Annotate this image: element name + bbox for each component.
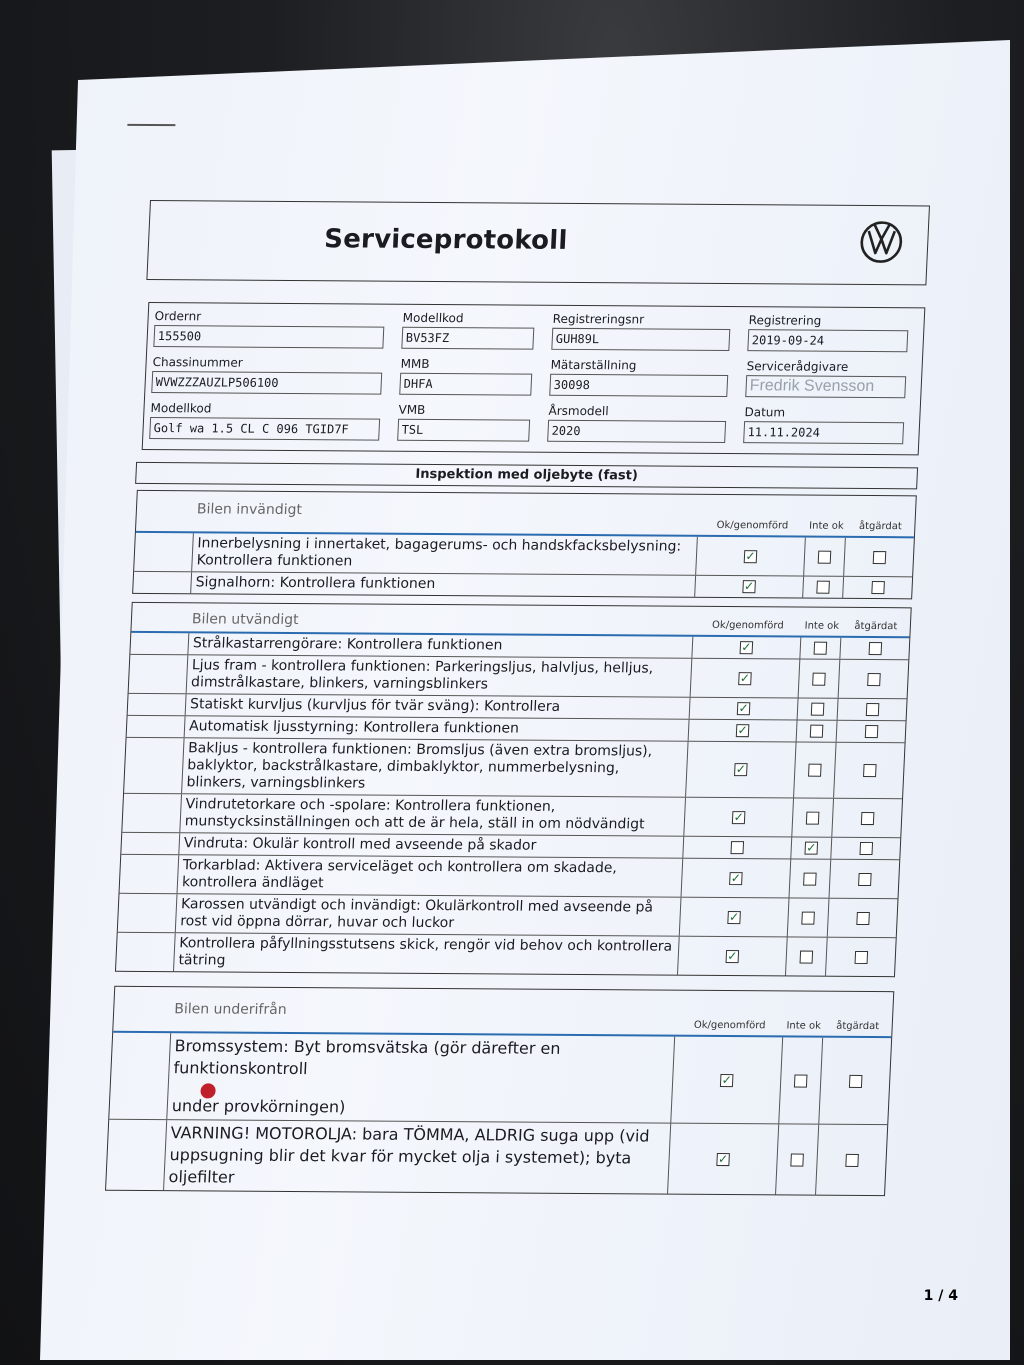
cell-ok [678, 937, 788, 976]
checklist-row [118, 894, 898, 938]
cell-ok [690, 698, 799, 720]
checkbox-ok[interactable]: ✓ [739, 670, 751, 685]
checkbox-fixed[interactable] [860, 811, 874, 824]
checkbox-ok[interactable]: ✓ [727, 948, 738, 963]
page-number: 1 / 4 [923, 1288, 958, 1304]
checkbox-not-ok[interactable] [794, 1074, 808, 1087]
cell-fixed [839, 660, 909, 698]
column-header-ok: Ok/genomförd [693, 1019, 766, 1032]
field-label: Registreringsnr [552, 311, 645, 327]
row-text: Vindruta: Okulär kontroll med avseende på skador [179, 833, 684, 858]
info-field [747, 313, 909, 352]
cell-fixed [831, 838, 900, 859]
checkbox-not-ok[interactable] [806, 811, 820, 824]
checkbox-fixed[interactable] [856, 911, 870, 924]
checkbox-ok[interactable]: ✓ [721, 1072, 733, 1087]
cell-not-ok [776, 1124, 819, 1194]
row-margin [133, 572, 192, 593]
group-title: Bilen underifrån [173, 1001, 287, 1018]
checkbox-fixed[interactable] [845, 1153, 859, 1166]
checklist-row [109, 1033, 891, 1125]
checkbox-fixed[interactable] [871, 581, 885, 594]
field-label: Mätarställning [550, 357, 637, 373]
field-value: 2019-09-24 [747, 329, 908, 352]
checklist-row [122, 794, 902, 838]
row-margin [106, 1120, 167, 1190]
checkbox-not-ok[interactable] [800, 950, 814, 963]
checklist-row [124, 738, 905, 799]
row-text: Bakljus - kontrollera funktionen: Bromsljus (även extra bromsljus), baklyktor, backstrålkastare, dimbaklyktor, nummerbelysning, blinkers, varningsblinkers [182, 738, 688, 797]
row-text: Torkarblad: Aktivera serviceläget och kontrollera om skadade, kontrollera ändläget [178, 855, 684, 897]
cell-not-ok [794, 743, 836, 798]
checkbox-not-ok[interactable] [801, 911, 815, 924]
checklist-row [133, 572, 912, 598]
row-text: Karossen utvändigt och invändigt: Okulärkontroll med avseende på rost vid öppna dörrar, huvar och luckor [176, 894, 682, 936]
field-label: Ordernr [154, 309, 202, 324]
checkbox-fixed[interactable] [863, 764, 877, 777]
cell-not-ok [791, 837, 832, 858]
row-text: Innerbelysning i innertaket, bagagerums- och handskfacksbelysning: Kontrollera funktionen [192, 533, 698, 575]
checkbox-fixed[interactable] [854, 950, 868, 963]
cell-fixed [834, 743, 904, 798]
row-text: VARNING! MOTOROLJA: bara TÖMMA, ALDRIG suga upp (vid uppsugning blir det kvar för mycket olja i systemet); byta oljefilter [164, 1120, 671, 1193]
cell-fixed [828, 899, 898, 937]
cell-ok [686, 742, 796, 798]
row-text: Kontrollera påfyllningsstutsens skick, rengör vid behov och kontrollera tätring [174, 933, 680, 975]
field-value: DHFA [399, 373, 532, 396]
field-label: Modellkod [150, 401, 212, 416]
field-value: BV53FZ [401, 327, 534, 350]
group-title: Bilen utvändigt [191, 611, 299, 629]
row-margin [129, 655, 189, 693]
row-margin [130, 633, 189, 654]
checklist-row [134, 533, 914, 577]
column-header-fixed: åtgärdat [836, 1020, 880, 1033]
cell-fixed [837, 721, 906, 742]
info-field [401, 311, 535, 350]
cell-fixed [838, 699, 907, 720]
checkbox-ok[interactable]: ✓ [738, 701, 749, 716]
field-label: Modellkod [402, 310, 464, 326]
cell-ok [689, 720, 798, 742]
cell-ok [668, 1124, 779, 1195]
checklist-group [132, 490, 917, 599]
field-value: WVWZZZAUZLP506100 [151, 371, 382, 395]
group-header [113, 987, 893, 1038]
field-value: 30098 [549, 374, 728, 397]
cell-not-ok [788, 898, 830, 936]
column-header-fixed: åtgärdat [858, 520, 903, 533]
checkbox-not-ok[interactable] [812, 672, 826, 685]
row-margin [127, 716, 186, 737]
field-value: 2020 [547, 420, 726, 443]
row-margin [120, 855, 180, 893]
checkbox-fixed[interactable] [864, 725, 878, 738]
checkbox-ok[interactable]: ✓ [743, 579, 755, 594]
section-title: Inspektion med oljebyte (fast) [135, 462, 918, 489]
info-field [745, 359, 907, 398]
row-margin [121, 833, 180, 854]
cell-ok [683, 837, 792, 859]
cell-not-ok [779, 1037, 823, 1123]
row-margin [134, 533, 194, 571]
checkbox-fixed[interactable] [872, 551, 886, 564]
row-margin [124, 738, 184, 793]
field-value: Fredrik Svensson [745, 375, 906, 398]
checkbox-not-ok[interactable]: ✓ [805, 840, 817, 855]
cell-not-ok [804, 538, 846, 576]
checkbox-ok[interactable]: ✓ [730, 870, 742, 885]
row-margin [116, 933, 176, 971]
row-margin [128, 694, 187, 715]
checklist-rows [133, 533, 914, 598]
info-field [397, 403, 531, 442]
row-text [167, 1033, 675, 1122]
checkbox-fixed[interactable] [868, 642, 882, 655]
info-field [551, 312, 731, 351]
row-text-line: Bromssystem: Byt bromsvätska (gör därefter en funktionskontroll [173, 1036, 561, 1079]
field-value: Golf wa 1.5 CL C 096 TGID7F [149, 417, 380, 441]
info-field [743, 405, 905, 444]
checkbox-not-ok[interactable] [811, 703, 825, 716]
cell-not-ok [797, 721, 838, 742]
info-field [153, 309, 385, 349]
cell-ok [671, 1037, 783, 1124]
field-value: 11.11.2024 [743, 421, 904, 444]
checklist-row [119, 855, 899, 899]
cell-fixed [840, 638, 909, 659]
row-margin [118, 894, 178, 932]
vehicle-info-grid [142, 302, 926, 455]
field-value: TSL [397, 419, 530, 442]
field-value: GUH89L [551, 328, 730, 351]
cell-ok [692, 637, 801, 659]
cell-fixed [832, 799, 902, 837]
row-text: Signalhorn: Kontrollera funktionen [191, 572, 696, 597]
group-header [136, 491, 916, 538]
cell-ok [682, 859, 792, 898]
cell-fixed [816, 1125, 887, 1195]
cell-not-ok [800, 638, 841, 659]
field-label: Datum [744, 405, 786, 420]
column-header-ok: Ok/genomförd [711, 619, 784, 632]
checkbox-not-ok[interactable] [810, 725, 824, 738]
column-header-not-ok: Inte ok [808, 520, 844, 532]
info-field [547, 404, 727, 443]
checkbox-not-ok[interactable] [803, 872, 817, 885]
checklist-row [106, 1120, 887, 1195]
checkbox-fixed[interactable] [865, 703, 879, 716]
cell-ok [696, 537, 806, 576]
row-text: Vindrutetorkare och -spolare: Kontrollera funktionen, munstycksinställningen och att de är hela, ställ in om nödvändigt [180, 794, 686, 836]
cell-ok [695, 576, 804, 598]
cell-ok [684, 798, 794, 837]
cell-not-ok [803, 577, 844, 598]
info-field [549, 358, 729, 397]
field-label: MMB [400, 356, 430, 371]
info-field [149, 401, 381, 441]
row-text: Automatisk ljusstyrning: Kontrollera funktionen [185, 716, 690, 741]
checkbox-fixed[interactable] [867, 673, 881, 686]
field-label: Chassinummer [152, 355, 244, 370]
cell-fixed [844, 538, 914, 576]
service-protocol-document [105, 200, 930, 1196]
checkbox-not-ok[interactable] [808, 764, 822, 777]
checkbox-not-ok[interactable] [790, 1153, 804, 1166]
checkbox-ok[interactable]: ✓ [745, 548, 756, 563]
cell-fixed [826, 938, 896, 976]
row-margin [109, 1033, 171, 1119]
page-title: Serviceprotokoll [323, 224, 569, 256]
checkbox-not-ok[interactable] [818, 550, 832, 563]
checkbox-ok[interactable]: ✓ [735, 762, 747, 777]
field-label: Servicerådgivare [746, 359, 849, 374]
checklist-group [105, 986, 894, 1196]
cell-fixed [843, 577, 912, 598]
vw-logo-icon [858, 220, 904, 264]
staple-mark [127, 124, 175, 126]
cell-ok [680, 898, 790, 937]
info-field [151, 355, 383, 395]
cell-not-ok [799, 660, 841, 698]
row-text: Ljus fram - kontrollera funktionen: Parkeringsljus, halvljus, helljus, dimstrålkastare, blinkers, varningsblinkers [187, 655, 693, 697]
checklist-row [129, 655, 909, 699]
checkbox-ok[interactable]: ✓ [733, 809, 745, 824]
checkbox-not-ok[interactable] [816, 581, 830, 594]
cell-ok [691, 659, 801, 698]
cell-not-ok [786, 937, 828, 975]
row-text-line: under provkörningen) [171, 1096, 346, 1117]
cell-not-ok [792, 799, 834, 837]
checkbox-ok[interactable] [730, 841, 744, 854]
checklist-group [115, 602, 912, 977]
cell-fixed [830, 860, 900, 898]
row-margin [122, 794, 182, 832]
row-text: Strålkastarrengörare: Kontrollera funktionen [188, 633, 693, 658]
checkbox-fixed[interactable] [858, 872, 872, 885]
checkbox-not-ok[interactable] [814, 642, 828, 655]
checkbox-fixed[interactable] [859, 842, 873, 855]
column-header-fixed: åtgärdat [854, 620, 898, 633]
field-label: Årsmodell [548, 403, 609, 419]
checkbox-ok[interactable]: ✓ [741, 640, 752, 655]
column-header-ok: Ok/genomförd [716, 519, 789, 532]
field-value: 155500 [153, 325, 384, 349]
checkbox-ok[interactable]: ✓ [717, 1151, 729, 1166]
group-title: Bilen invändigt [196, 501, 303, 519]
column-header-not-ok: Inte ok [786, 1020, 822, 1032]
field-label: Registrering [748, 313, 822, 328]
checkbox-ok[interactable]: ✓ [728, 909, 740, 924]
cell-not-ok [798, 699, 839, 720]
info-field [399, 357, 533, 396]
field-label: VMB [398, 402, 426, 417]
checklist-row [116, 933, 896, 976]
checkbox-fixed[interactable] [848, 1074, 862, 1087]
cell-not-ok [790, 859, 832, 897]
title-box [146, 200, 930, 285]
checkbox-ok[interactable]: ✓ [737, 723, 748, 738]
checklist-rows [116, 633, 909, 976]
cell-fixed [819, 1038, 891, 1124]
row-text: Statiskt kurvljus (kurvljus för tvär sväng): Kontrollera [186, 694, 691, 719]
column-header-not-ok: Inte ok [804, 620, 840, 632]
